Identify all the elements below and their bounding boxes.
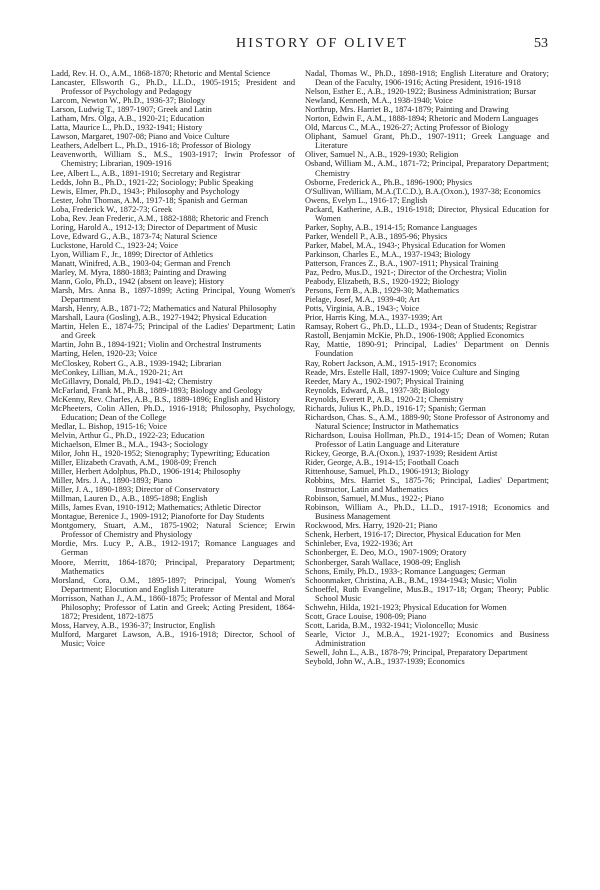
faculty-entry: Melvin, Arthur G., Ph.D., 1922-23; Education [51,430,205,440]
faculty-entry: Owens, Evelyn L., 1916-17; English [305,195,428,205]
faculty-entry: Moore, Merritt, 1864-1870; Principal, Preparatory Department; Mathematics [51,557,295,576]
faculty-entry: Parker, Mabel, M.A., 1943-; Physical Education for Women [305,240,506,250]
faculty-entry: McPheeters, Colin Allen, Ph.D., 1916-1918; Philosophy, Psychology, Education; Dean of the College [51,403,295,422]
faculty-entry: Mulford, Margaret Lawson, A.B., 1916-1918; Director, School of Music; Voice [51,629,295,648]
running-title: HISTORY OF OLIVET [236,36,408,51]
faculty-entry: Robinson, Samuel, M.Mus., 1922-; Piano [305,494,444,504]
faculty-entry: Loba, Rev. Jean Frederic, A.M., 1882-1888; Rhetoric and French [51,213,269,223]
faculty-entry: Miller, Elizabeth Cravath, A.M., 1908-09; French [51,458,217,468]
faculty-entry: Millman, Lauren D., A.B., 1895-1898; English [51,494,208,504]
faculty-entry: Montgomery, Stuart, A.M., 1875-1902; Natural Science; Erwin Professor of Chemistry and Physiology [51,521,295,540]
faculty-entry: Ray, Robert Jackson, A.M., 1915-1917; Economics [305,358,477,368]
faculty-entry: Prior, Harris King, M.A., 1937-1939; Art [305,313,443,323]
faculty-entry: Ramsay, Robert G., Ph.D., LL.D., 1934-; Dean of Students; Registrar [305,322,537,332]
faculty-entry: Oliver, Samuel N., A.B., 1929-1930; Religion [305,150,459,160]
faculty-entry: Robbins, Mrs. Harriet S., 1875-76; Principal, Ladies' Department; Instructor, Latin and Mathematics [305,476,549,495]
faculty-entry: Parker, Wendell P., A.B., 1895-96; Physics [305,231,448,241]
faculty-entry: Osborne, Frederick A., Ph.B., 1896-1900; Physics [305,177,473,187]
page-header [0,36,600,58]
faculty-entry: Reynolds, Edward, A.B., 1937-38; Biology [305,385,450,395]
faculty-entry: Oliphant, Samuel Grant, Ph.D., 1907-1911; Greek Language and Literature [305,132,549,151]
faculty-entry: Reeder, Mary A., 1902-1907; Physical Training [305,376,464,386]
faculty-entry: Larcom, Newton W., Ph.D., 1936-37; Biology [51,96,206,106]
faculty-entry: Leavenworth, William S., M.S., 1903-1917; Irwin Professor of Chemistry; Librarian, 1909-1916 [51,150,295,169]
right-column [305,69,549,666]
faculty-entry: Mann, Golo, Ph.D., 1942 (absent on leave); History [51,277,224,287]
faculty-entry: Richardson, Louisa Hollman, Ph.D., 1914-15; Dean of Women; Rutan Professor of Latin Language and Literature [305,430,549,449]
faculty-entry: Schoeffel, Ruth Evangeline, Mus.B., 1917-18; Organ; Theory; Public School Music [305,584,549,603]
faculty-entry: Schenk, Herbert, 1916-17; Director, Physical Education for Men [305,530,521,540]
faculty-entry: Nadal, Thomas W., Ph.D., 1898-1918; English Literature and Oratory; Dean of the Faculty, 1906-1916; Acting President, 1916-1918 [305,69,549,88]
faculty-entry: Loring, Harold A., 1912-13; Director of Department of Music [51,222,258,232]
faculty-entry: Mordie, Mrs. Lucy P., A.B., 1912-1917; Romance Languages and German [51,539,295,558]
faculty-entry: McFarland, Frank M., Ph.B., 1889-1893; Biology and Geology [51,385,263,395]
faculty-entry: Schonberger, E. Deo, M.O., 1907-1909; Oratory [305,548,467,558]
faculty-entry: Robinson, William A., Ph.D., LL.D., 1917-1918; Economics and Business Management [305,503,549,522]
faculty-entry: Miller, Herbert Adolphus, Ph.D., 1906-1914; Philosophy [51,467,241,477]
faculty-entry: Schonberger, Sarah Wallace, 1908-09; English [305,557,461,567]
faculty-entry: Montague, Berenice J., 1909-1912; Pianoforte for Day Students [51,512,265,522]
faculty-entry: Richardson, Chas. S., A.M., 1889-90; Stone Professor of Astronomy and Natural Science; Instructor in Mathematics [305,412,549,431]
faculty-entry: McCloskey, Robert G., A.B., 1939-1942; Librarian [51,358,222,368]
faculty-entry: Nelson, Esther E., A.B., 1920-1922; Business Administration; Bursar [305,87,537,97]
faculty-entry: Scott, Grace Louise, 1908-09; Piano [305,611,427,621]
faculty-entry: Ray, Mattie, 1890-91; Principal, Ladies' Department on Dennis Foundation [305,340,549,359]
faculty-entry: Persons, Fern B., A.B., 1929-30; Mathematics [305,286,460,296]
faculty-entry: O'Sullivan, William, M.A.(T.C.D.), B.A.(Oxon.), 1937-38; Economics [305,186,541,196]
faculty-entry: Ladd, Rev. H. O., A.M., 1868-1870; Rhetoric and Mental Science [51,69,271,78]
faculty-entry: Leathers, Adelbert L., Ph.D., 1916-18; Professor of Biology [51,141,251,151]
faculty-entry: Parker, Sophy, A.B., 1914-15; Romance Languages [305,222,477,232]
faculty-entry: Old, Marcus C., M.A., 1926-27; Acting Professor of Biology [305,123,509,133]
faculty-entry: Love, Edward G., A.B., 1873-74; Natural Science [51,231,218,241]
faculty-entry: Ledds, John B., Ph.D., 1921-22; Sociology; Public Speaking [51,177,254,187]
faculty-entry: Lancaster, Ellsworth G., Ph.D., LL.D., 1905-1915; President and Professor of Psychology and Pedagogy [51,78,295,97]
faculty-entry: Morrisson, Nathan J., A.M., 1860-1875; Professor of Mental and Moral Philosophy; Professor of Latin and Greek; Acting President, 1864-1872; President, 1872-1875 [51,593,295,621]
faculty-entry: Peabody, Elizabeth, B.S., 1920-1922; Biology [305,277,460,287]
faculty-entry: Miller, J. A., 1890-1893; Director of Conservatory [51,485,220,495]
faculty-entry: Richards, Julius K., Ph.D., 1916-17; Spanish; German [305,403,486,413]
faculty-entry: McGillavry, Donald, Ph.D., 1941-42; Chemistry [51,376,213,386]
faculty-entry: Luckstone, Harold C., 1923-24; Voice [51,240,178,250]
faculty-entry: Reynolds, Everett P., A.B., 1920-21; Chemistry [305,394,464,404]
faculty-entry: Searle, Victor J., M.B.A., 1921-1927; Economics and Business Administration [305,629,549,648]
faculty-entry: Schwehn, Hilda, 1921-1923; Physical Education for Women [305,602,507,612]
faculty-entry: Reade, Mrs. Estelle Hall, 1897-1909; Voice Culture and Singing [305,367,520,377]
faculty-entry: Larson, Ludwig T., 1897-1907; Greek and Latin [51,105,212,115]
faculty-entry: Schoonmaker, Christina, A.B., B.M., 1934-1943; Music; Violin [305,575,517,585]
faculty-entry: Rockwood, Mrs. Harry, 1920-21; Piano [305,521,438,531]
faculty-entry: Michaelson, Elmer B., M.A., 1943-; Sociology [51,439,208,449]
faculty-entry: Newland, Kenneth, M.A., 1938-1940; Voice [305,96,453,106]
faculty-entry: Latta, Maurice L., Ph.D., 1932-1941; History [51,123,203,133]
faculty-entry: Rittenhouse, Samuel, Ph.D., 1906-1913; Biology [305,467,469,477]
faculty-entry: Scott, Larida, B.M., 1932-1941; Violoncello; Music [305,620,479,630]
faculty-entry: Osband, William M., A.M., 1871-72; Principal, Preparatory Department; Chemistry [305,159,549,178]
faculty-entry: Martin, Helen E., 1874-75; Principal of the Ladies' Department; Latin and Greek [51,322,295,341]
faculty-entry: Medlar, L. Bishop, 1915-16; Voice [51,421,167,431]
faculty-entry: Marsh, Henry, A.B., 1871-72; Mathematics and Natural Philosophy [51,304,277,314]
faculty-entry: Paz, Pedro, Mus.D., 1921-; Director of the Orchestra; Violin [305,268,507,278]
faculty-entry: Lewis, Elmer, Ph.D., 1943-; Philosophy and Psychology [51,186,240,196]
faculty-entry: Manatt, Winifred, A.B., 1903-04; German and French [51,258,231,268]
faculty-entry: Seybold, John W., A.B., 1937-1939; Economics [305,657,465,667]
page-number: 53 [534,36,548,51]
faculty-entry: Mills, James Evan, 1910-1912; Mathematics; Athletic Director [51,503,261,513]
faculty-entry: Schinleber, Eva, 1922-1936; Art [305,539,413,549]
faculty-entry: Milor, John H., 1920-1952; Stenography; Typewriting; Education [51,448,270,458]
faculty-entry: Lyon, William F., Jr., 1899; Director of Athletics [51,249,213,259]
faculty-entry: Rastoll, Benjamin McKie, Ph.D., 1906-1908; Applied Economics [305,331,525,341]
faculty-entry: Pielage, Josef, M.A., 1939-40; Art [305,295,420,305]
faculty-entry: Marsh, Mrs. Anna B., 1897-1899; Acting Principal, Young Women's Department [51,286,295,305]
faculty-entry: McKenny, Rev. Charles, A.B., B.S., 1889-1896; English and History [51,394,281,404]
faculty-entry: Northrup, Mrs. Harriet B., 1874-1879; Painting and Drawing [305,105,509,115]
faculty-entry: Marshall, Laura (Gosling), A.B., 1927-1942; Physical Education [51,313,267,323]
faculty-entry: Miller, Mrs. J. A., 1890-1893; Piano [51,476,173,486]
faculty-entry: Potts, Virginia, A.B., 1943-; Voice [305,304,420,314]
left-column [51,69,295,648]
faculty-entry: McConkey, Lillian, M.A., 1920-21; Art [51,367,183,377]
faculty-entry: Parkinson, Charles E., M.A., 1937-1943; Biology [305,249,471,259]
faculty-entry: Lester, John Thomas, A.M., 1917-18; Spanish and German [51,195,248,205]
faculty-entry: Rickey, George, B.A.(Oxon.), 1937-1939; Resident Artist [305,448,498,458]
faculty-entry: Lawson, Margaret, 1907-08; Piano and Voice Culture [51,132,230,142]
faculty-entry: Packard, Katherine, A.B., 1916-1918; Director, Physical Education for Women [305,204,549,223]
faculty-entry: Morsland, Cora, O.M., 1895-1897; Principal, Young Women's Department; Elocution and English Literature [51,575,295,594]
faculty-entry: Marting, Helen, 1920-23; Voice [51,349,158,359]
faculty-entry: Schons, Emily, Ph.D., 1933-; Romance Languages; German [305,566,506,576]
faculty-entry: Latham, Mrs. Olga, A.B., 1920-21; Education [51,114,205,124]
faculty-entry: Loba, Frederick W., 1872-73; Greek [51,204,173,214]
faculty-entry: Sewell, John L., A.B., 1878-79; Principal, Preparatory Department [305,648,528,657]
faculty-entry: Martin, John B., 1894-1921; Violin and Orchestral Instruments [51,340,262,350]
faculty-entry: Moss, Harvey, A.B., 1936-37; Instructor, English [51,620,215,630]
faculty-entry: Norton, Edwin F., A.M., 1888-1894; Rhetoric and Modern Languages [305,114,539,124]
faculty-entry: Rider, George, A.B., 1914-15; Football Coach [305,458,459,468]
faculty-entry: Patterson, Frances Z., B.A., 1907-1911; Physical Training [305,258,499,268]
faculty-entry: Marley, M. Myra, 1880-1883; Painting and Drawing [51,268,227,278]
faculty-entry: Lee, Albert L., A.B., 1891-1910; Secretary and Registrar [51,168,241,178]
